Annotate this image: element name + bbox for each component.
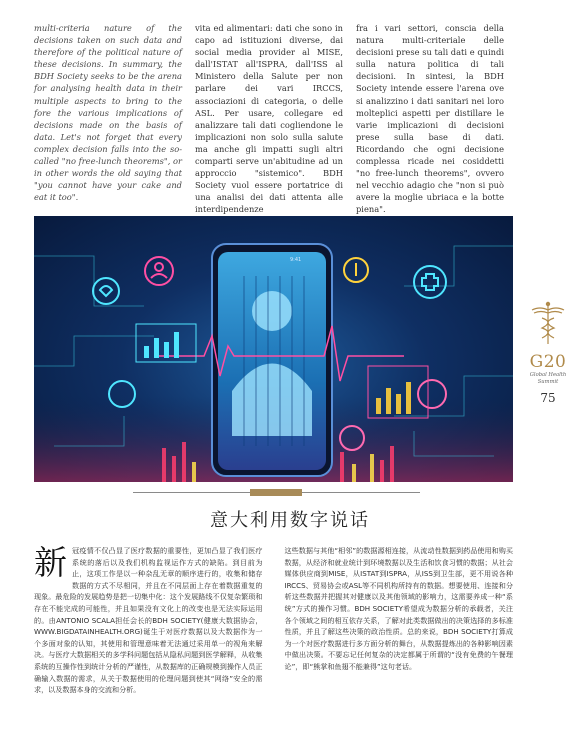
digital-health-graphic [34, 216, 513, 482]
italian-paragraph-1: vita ed alimentari: dati che sono in capo ad istituzioni diverse, dai social media provider al MISE, dall'ISTAT all'ISPRA, dall'ISS al Ministero della Salute per non parlare dei vari IRCCS, associazioni di categoria, o delle ASL. Per usare, collegare ed analizzare tali dati cogliendone le implicazioni non solo sulla salute ma anche gli impatti sugli altri comparti serve un'abitudine ad un approccio "sistemico". BDH Society vuol essere portatrice di una analisi dei dati attenta alle interdipendenze [195, 23, 343, 215]
chinese-paragraph-1: 冠疫情不仅凸显了医疗数据的重要性，更加凸显了我们医疗系统的落后以及我们机构监视运作方式的缺陷。到目前为止，这项工作是以一种杂乱无章的顺序进行的，收集和储存数据的方式不尽相同，并且在不同层面上存在着数据重复的现象。最危险的发展趋势是把一切集中化：这个发展路线不仅复杂繁琐和存在不能完成的可能性，并且如果没有文化上的改变也是无法实际运用的。由ANTONIO SCALA担任会长的BDH SOCIETY(健康大数据协会，WWW.BIGDATAINHEALTH.ORG)诞生于对医疗数据以及大数据作为一个多面对象的认知，其使用和管理意味着无法通过采用单一的视角来解决。与医疗大数据相关的多学科问题包括从隐私问题到医学解释，从收集系统的互操作性到统计分析的严谨性，从数据库的正确规模到操作人员正确输入数据的需求，从关于数据使用的伦理问题到使其“网络”安全的需求，以及数据本身的交流和分析。 [34, 546, 263, 695]
page-number: 75 [540, 391, 556, 405]
medical-cross-icon [414, 266, 446, 298]
caduceus-icon [528, 300, 568, 346]
italian-paragraph-2: fra i vari settori, conscia della natura multi-criteriale delle decisioni prese su tali dati e quindi sulla natura politica di tali decisioni. In sintesi, la BDH Society intende essere l'arena ove si analizzino i dati sanitari nei loro molteplici aspetti per distillare le varie implicazioni di decisioni prese sulla base di dati. Ricordando che ogni decisione complessa ricade nei cosiddetti "no free-lunch theorems", ovvero nel vecchio adagio che "non si può avere la moglie ubriaca e la botte piena". [356, 23, 504, 215]
summit-line-1: Global Health [529, 372, 567, 378]
article-chinese-columns [34, 545, 513, 733]
english-paragraph: multi-criteria nature of the decisions taken on such data and therefore of the political nature of these decisions. In summary, the BDH Society seeks to be the arena for analysing health data in their multiple aspects to bring to the fore the various implications of decisions made on the basis of data. Let's not forget that every complex decision falls into the so-called "no free-lunch theorems", or in other words the old saying that "you cannot have your cake and eat it too". [34, 23, 182, 203]
g20-sidebar [517, 300, 579, 405]
chinese-paragraph-2: 这些数据与其他“相邻”的数据源相连接，从流动性数据到药品使用和购买数据，从经济和就业统计到环境数据以及生活和饮食习惯的数据；从社会媒体供应商到MISE，从ISTAT到ISPRA，从ISS到卫生部，更不用说各种IRCCS、贸易协会或ASL等不同机构所持有的数据。想要使用、连接和分析这些数据并把握其对健康以及其他领域的影响力，这需要养成一种“系统”方式的操作习惯。BDH SOCIETY希望成为数据分析的承载者，关注各个领域之间的相互依存关系，了解对此类数据做出的决策选择的多标准性质，并且了解这些决策的政治性质。总的来说，BDH SOCIETY打算成为一个对医疗数据进行多方面分析的舞台，从数据提炼出的各种影响因素中做出决策。不要忘记任何复杂的决定都属于所谓的“没有免费的午餐理论”，即“熊掌和鱼翅不能兼得”这句老话。 [284, 546, 513, 671]
english-column [34, 22, 182, 210]
g20-wordmark: G20 [529, 352, 567, 372]
heart-icon [93, 278, 119, 304]
phone-mockup [212, 244, 332, 476]
hero-illustration [34, 216, 513, 482]
chinese-column-1 [34, 545, 263, 733]
article-italian-columns [34, 22, 504, 215]
italian-column-1 [195, 22, 343, 215]
summit-line-2: Summit [537, 378, 559, 385]
section-divider-accent [250, 489, 302, 496]
chinese-column-2 [285, 545, 514, 733]
drop-cap: 新 [34, 543, 67, 582]
chinese-title: 意大利用数字说话 [210, 510, 370, 531]
italian-column-2 [356, 22, 504, 215]
phone-status-time: 9:41 [290, 257, 302, 263]
